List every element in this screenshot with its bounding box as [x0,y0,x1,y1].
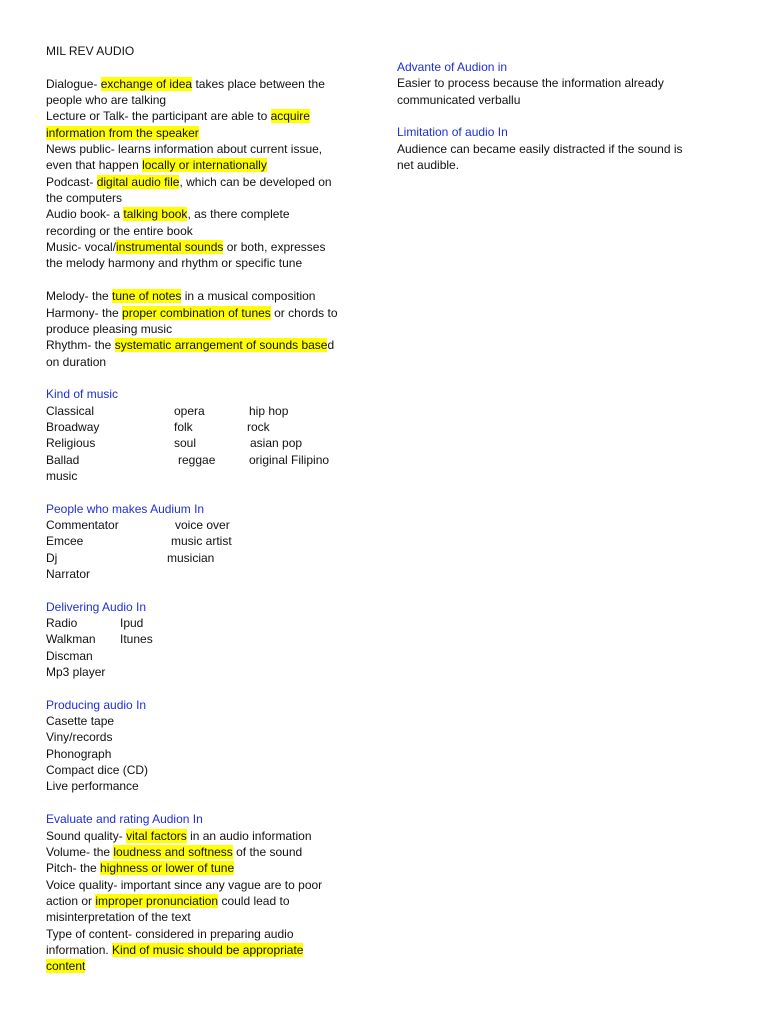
cell: Broadway [46,419,100,434]
text: , as there complete [187,207,290,222]
cell: original Filipino [249,452,330,467]
content-type-cont2 [46,958,376,974]
text: or chords to [270,305,338,320]
cell: Ballad [46,452,80,467]
cell: asian pop [250,436,303,451]
music-row [46,403,376,419]
cell: Radio [46,616,78,631]
text: Harmony- the [46,305,123,320]
producing-item: Phonograph [46,746,112,761]
podcast-definition [46,174,376,190]
producing-item: Casette tape [46,714,115,729]
people-row [46,533,376,549]
music-row [46,419,376,435]
content-type-line: Type of content- considered in preparing audio [46,926,294,941]
delivering-row [46,615,376,631]
advantage-heading: Advante of Audion in [397,60,508,74]
cell: Classical [46,403,95,418]
audiobook-definition-cont: recording or the entire book [46,223,193,238]
cell: rock [247,419,270,434]
voice-quality-cont [46,893,376,909]
highlight: locally or internationally [142,158,267,173]
evaluate-heading: Evaluate and rating Audion In [46,812,203,827]
content-type-cont [46,942,376,958]
text: Lecture or Talk- the participant are able to [46,109,271,124]
cell: reggae [178,452,216,467]
people-row: Narrator [46,567,91,581]
text: action or [46,893,96,908]
text: Pitch- the [46,861,101,876]
music-row [46,435,376,451]
cell: voice over [175,517,230,532]
dialogue-definition [46,76,376,92]
lecture-definition [46,108,376,124]
text: even that happen [46,158,143,173]
delivering-row [46,631,376,647]
rhythm-definition [46,337,376,353]
cell: soul [174,436,197,451]
text: information. [46,942,113,957]
limitation-text: Audience can became easily distracted if the sound is [397,141,683,156]
highlight: highness or lower of tune [100,861,235,876]
cell: Emcee [46,534,84,549]
sound-quality-line [46,828,376,844]
cell: Dj [46,550,58,565]
highlight: instrumental sounds [116,240,224,255]
text: Volume- the [46,844,114,859]
cell: Walkman [46,632,96,647]
text: in an audio information [186,828,312,843]
highlight: acquire [270,109,310,124]
cell: musician [167,550,215,565]
right-column [397,59,717,173]
delivering-heading: Delivering Audio In [46,599,147,614]
music-definition [46,239,376,255]
cell: folk [174,419,193,434]
highlight: improper pronunciation [95,893,219,908]
voice-quality-cont2: misinterpretation of the text [46,910,191,925]
cell: hip hop [249,403,289,418]
volume-line [46,844,376,860]
cell: Ipud [120,616,144,631]
producing-item: Live performance [46,779,139,794]
cell: Religious [46,436,96,451]
producing-heading: Producing audio In [46,697,147,712]
highlight: tune of notes [112,289,182,304]
people-row [46,550,376,566]
limitation-heading: Limitation of audio In [397,125,508,140]
text: d [327,338,335,353]
highlight: talking book [123,207,188,222]
delivering-row: Discman [46,648,93,663]
highlight: Kind of music should be appropriate [112,942,304,957]
music-row-wrap: music [46,468,78,483]
harmony-definition-cont: produce pleasing music [46,321,173,336]
highlight: exchange of idea [100,76,193,91]
text: Music- vocal/ [46,240,117,255]
news-definition-cont [46,157,376,173]
text: Podcast- [46,174,97,189]
music-definition-cont: the melody harmony and rhythm or specific tune [46,256,303,271]
melody-definition [46,288,376,304]
text: Sound quality- [46,828,127,843]
highlight: loudness and softness [113,844,233,859]
podcast-definition-cont: the computers [46,191,123,206]
dialogue-definition-cont: people who are talking [46,93,167,108]
cell: Itunes [120,632,153,647]
text: Rhythm- the [46,338,115,353]
pitch-line [46,860,376,876]
highlight: proper combination of tunes [122,305,271,320]
text: takes place between the [192,76,325,91]
audiobook-definition [46,206,376,222]
producing-item: Compact dice (CD) [46,763,149,778]
document-title: MIL REV AUDIO [46,44,135,58]
advantage-text: Easier to process because the information already [397,76,664,91]
highlight: digital audio file [96,174,180,189]
text: in a musical composition [181,289,316,304]
text: , which can be developed on [179,174,332,189]
text: Audio book- a [46,207,124,222]
rhythm-definition-cont: on duration [46,354,107,369]
people-row [46,517,376,533]
text: Dialogue- [46,76,101,91]
text: could lead to [218,893,290,908]
kind-of-music-heading: Kind of music [46,387,119,402]
cell: opera [174,403,205,418]
text: Melody- the [46,289,113,304]
highlight: vital factors [126,828,187,843]
advantage-text-cont: communicated verballu [397,92,521,107]
delivering-row: Mp3 player [46,665,106,680]
text: or both, expresses [223,240,326,255]
highlight: systematic arrangement of sounds base [114,338,328,353]
limitation-text-cont: net audible. [397,158,460,173]
people-heading: People who makes Audium In [46,501,205,516]
highlight: content [46,959,86,974]
cell: music artist [171,534,232,549]
lecture-definition-cont [46,125,376,141]
music-row [46,452,376,468]
text: of the sound [232,844,303,859]
producing-item: Viny/records [46,730,113,745]
cell: Commentator [46,517,119,532]
news-definition: News public- learns information about current issue, [46,142,323,157]
left-column [46,43,376,975]
harmony-definition [46,305,376,321]
voice-quality-line: Voice quality- important since any vague are to poor [46,877,323,892]
highlight: information from the speaker [46,125,199,140]
